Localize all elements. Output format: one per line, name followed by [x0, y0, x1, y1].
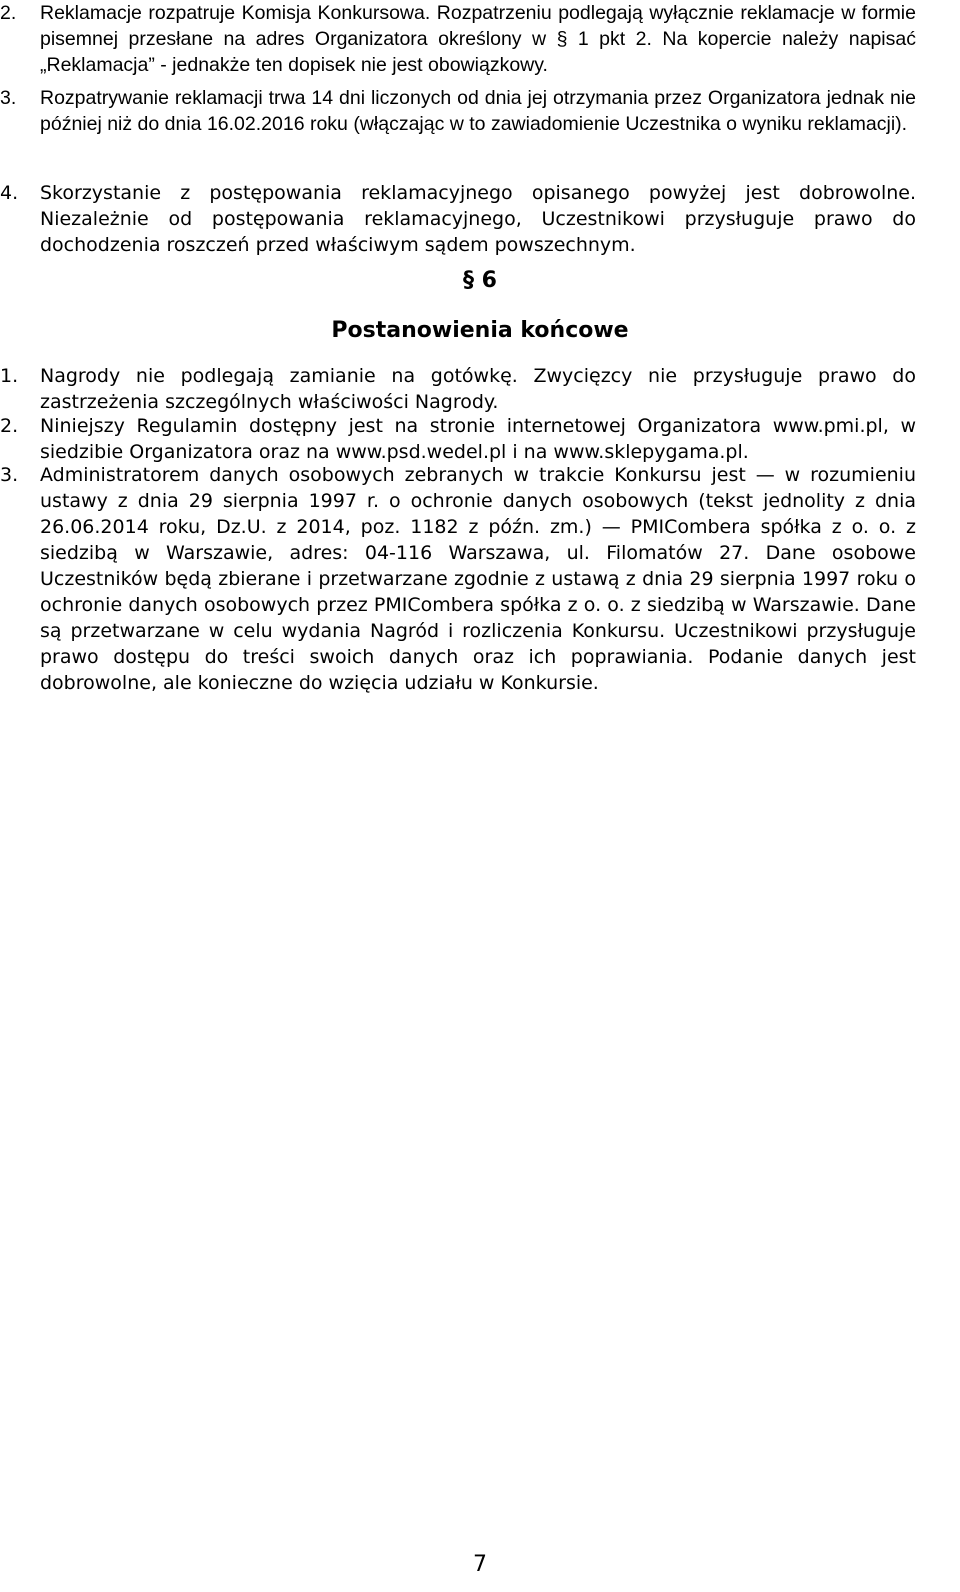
final-item-1 — [0, 363, 916, 415]
complaint-item-4 — [0, 180, 916, 258]
item-number: 2. — [0, 415, 19, 437]
item-number: 3. — [0, 464, 19, 486]
complaint-item-3 — [0, 85, 916, 137]
item-text: Skorzystanie z postępowania reklamacyjnego opisanego powyżej jest dobrowolne. Niezależnie od postępowania reklamacyjnego, Uczestnikowi przysługuje prawo do dochodzenia roszczeń przed właściwym sądem powszechnym. — [40, 182, 916, 256]
item-text: Reklamacje rozpatruje Komisja Konkursowa. Rozpatrzeniu podlegają wyłącznie reklamacje w formie pisemnej przesłane na adres Organizatora określony w § 1 pkt 2. Na kopercie należy napisać „Reklamacja” - jednakże ten dopisek nie jest obowiązkowy. — [40, 2, 916, 76]
item-text: Nagrody nie podlegają zamianie na gotówkę. Zwycięzcy nie przysługuje prawo do zastrzeżenia szczególnych właściwości Nagrody. — [40, 365, 916, 413]
item-text: Administratorem danych osobowych zebranych w trakcie Konkursu jest — w rozumieniu ustawy z dnia 29 sierpnia 1997 r. o ochronie danych osobowych (tekst jednolity z dnia 26.06.2014 roku, Dz.U. z 2014, poz. 1182 z późn. zm.) — PMICombera spółka z o. o. z siedzibą w Warszawie, adres: 04-116 Warszawa, ul. Filomatów 27. Dane osobowe Uczestników będą zbierane i przetwarzane zgodnie z ustawą z dnia 29 sierpnia 1997 roku o ochronie danych osobowych przez PMICombera spółka z o. o. z siedzibą w Warszawie. Dane są przetwarzane w celu wydania Nagród i rozliczenia Konkursu. Uczestnikowi przysługuje prawo dostępu do treści swoich danych oraz ich poprawiania. Podanie danych jest dobrowolne, ale konieczne do wzięcia udziału w Konkursie. — [40, 464, 916, 694]
final-item-3 — [0, 462, 916, 696]
item-text: Niniejszy Regulamin dostępny jest na stronie internetowej Organizatora www.pmi.pl, w siedzibie Organizatora oraz na www.psd.wedel.pl i na www.sklepygama.pl. — [40, 415, 916, 463]
item-number: 1. — [0, 365, 19, 387]
section-number-heading: § 6 — [463, 268, 497, 293]
item-text: Rozpatrywanie reklamacji trwa 14 dni liczonych od dnia jej otrzymania przez Organizatora jednak nie później niż do dnia 16.02.2016 roku (włączając w to zawiadomienie Uczestnika o wyniku reklamacji). — [40, 87, 916, 135]
item-number: 2. — [0, 2, 17, 24]
complaint-item-2 — [0, 0, 916, 78]
final-item-2 — [0, 413, 916, 465]
item-number: 3. — [0, 87, 17, 109]
item-number: 4. — [0, 182, 19, 204]
section-title: Postanowienia końcowe — [331, 318, 629, 343]
page-number: 7 — [473, 1552, 487, 1577]
